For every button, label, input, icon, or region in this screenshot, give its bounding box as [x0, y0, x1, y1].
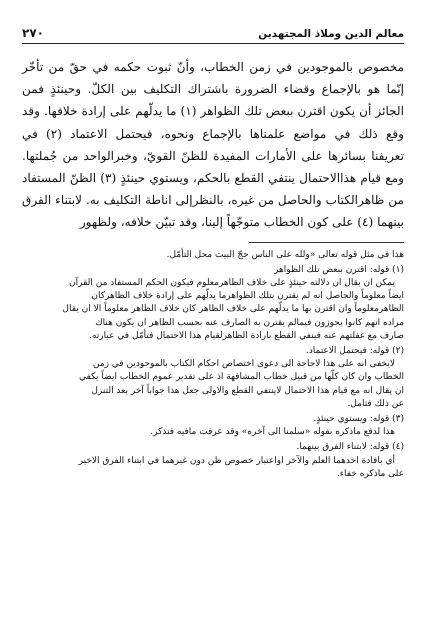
- footnote-line: يمكن ان يقال ان دلالته حينئذٍ على خلاف الظاهرمعلوم فيكون الحكم المستفاد من القرآن: [69, 278, 395, 289]
- footnote-line: عن ذلك فتامل.: [347, 398, 404, 409]
- footnote-line: صارف مع غفلتهم عنه فينفي القطع بارادة الظاهرلقيام هذا الاحتمال فتأمّل في عبارته.: [89, 330, 404, 341]
- footnote-line: الخطاب وان كان كلّها من قبيل خطاب المشافهة اذ على تقدير عموم الخطاب ايضاً يكفي: [79, 372, 404, 383]
- text-line: وقع ذلك في مواضع علمناها بالإجماع ونحوه، فيحتمل الاعتماد (٢) في: [22, 126, 404, 141]
- footnote-separator: [249, 242, 404, 243]
- footnote-line: ايضاً معلوماً والحاصل انه لم يقترن بتلك الظواهرما يدلّهم على إرادة خلاف الظاهركان: [91, 291, 404, 302]
- running-header: [22, 26, 404, 44]
- text-line: بينهما (٤) على كون الخطاب متوجّهاً إلينا، وقد تبيّن خلافه، ولظهور: [79, 215, 404, 230]
- text-line: إنّما هو بالإجماع وقضاء الضرورة باشتراك التكليف بين الكلّ. وحينئذٍ فمن: [22, 82, 404, 97]
- footnote-line: الظاهرمعلوماً وان اقترن بها ما يدلّهم على خلاف الظاهر كان خلاف الظاهر معلوماً الا ان يقال: [62, 304, 404, 315]
- footnote-line: هذا لدفع ماذكره بقوله «سلمنا الى آخره» وقد عرفت مافيه فتذكر.: [150, 427, 395, 438]
- text-line: ومع قيام هذاالاحتمال ينتفي القطع بالحكم، ويستوي حينئذٍ (٣) الظنّ المستفاد: [22, 171, 404, 186]
- text-line: الجائز أن يكون اقترن ببعض تلك الظواهر (١) ما يدلّهم على إرادة خلافها. وقد: [22, 104, 404, 119]
- footnote-heading: (٤) قوله: لابتناء الفرق بينهما.: [296, 442, 404, 453]
- text-line: من ظاهرالكتاب والحاصل من غيره، بالنظرإلى اناطة التكليف به. لابتناء الفرق: [22, 193, 404, 208]
- page-number: ٢٧٠: [22, 26, 44, 40]
- footnote-line: على ماذكره خفاء.: [336, 468, 404, 479]
- footnote-line: أي بافادة احدهما العلم والآخر اواعتبار خصوص ظن دون غيرهما في ابتناء الفرق الاخير: [78, 455, 395, 466]
- footnotes: [22, 249, 404, 481]
- footnote-line: مراده انهم كانوا يجوزون فيمالم يقترن به الصارف عنه بحسب الظاهر ان يكون هناك: [95, 317, 404, 328]
- text-line: مخصوص بالموجودين في زمن الخطاب، وأنّ ثبوت حكمه في حقّ من تأخّر: [22, 60, 404, 74]
- book-title: معالم الدين وملاذ المجتهدين: [258, 28, 404, 40]
- main-text: [22, 56, 404, 234]
- footnote-line: لايخفى انه على هذا لاحاجة الى دعوى اختصاص احكام الكتاب بالموجودين في زمن: [92, 359, 395, 370]
- footnote-line: هذا في مثل قوله تعالى «ولله على الناس حجّ البيت محل التأمّل.: [166, 249, 404, 260]
- text-line: تعريفنا بسائرها على الأمارات المفيدة للظنّ القويّ، وخبرالواحد من جُملتها.: [22, 148, 404, 163]
- footnote-heading: (٢) قوله: فيحتمل الاعتماد.: [305, 346, 404, 357]
- footnote-heading: (١) قوله: اقترن ببعض تلك الظواهر: [274, 264, 404, 275]
- footnote-line: ان يقال انه مع قيام هذا الاحتمال لاينتفي القطع والاولى جعل هذا جواباً آخر بعد التنزل: [91, 385, 404, 396]
- footnote-heading: (٣) قوله: ويستوي حينئذٍ.: [313, 414, 404, 425]
